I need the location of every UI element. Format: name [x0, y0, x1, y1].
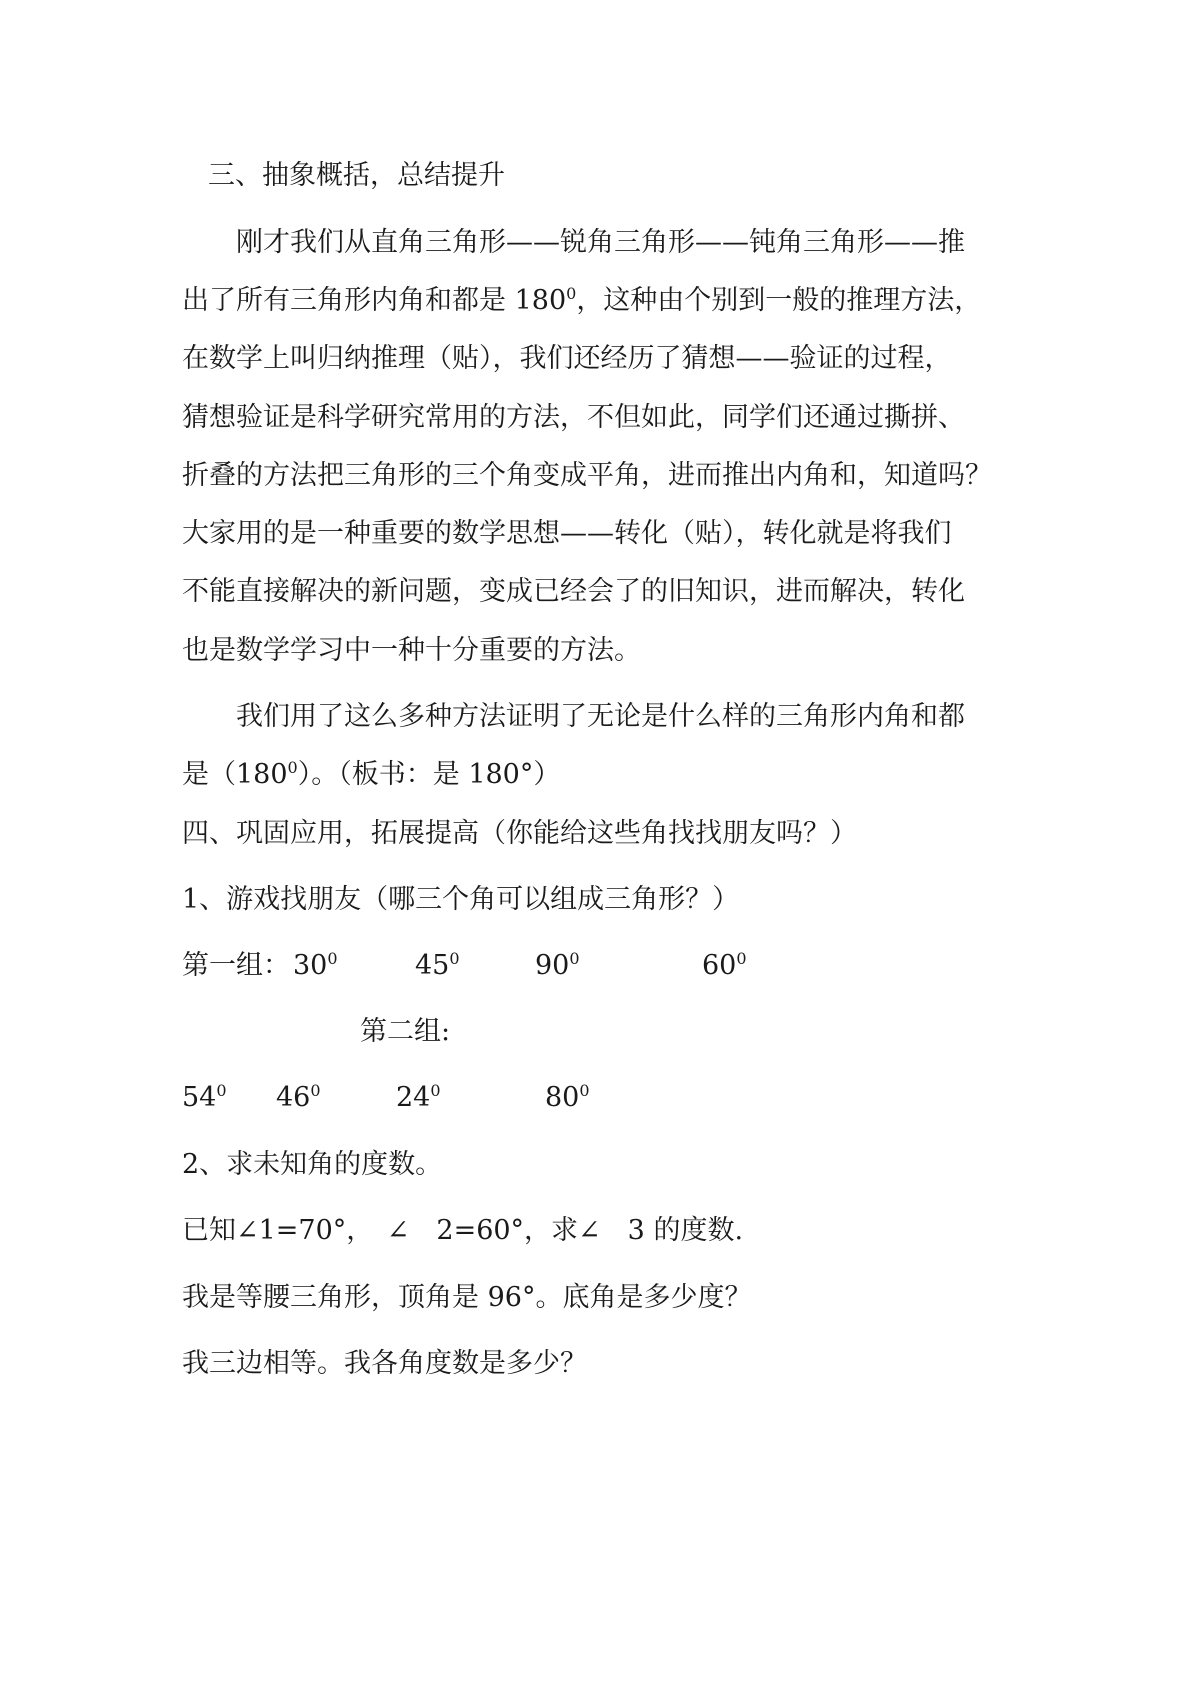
paragraph-line: 刚才我们从直角三角形——锐角三角形——钝角三角形——推: [236, 227, 965, 258]
group-1-label: 第一组：: [182, 950, 290, 981]
paragraph-line: 折叠的方法把三角形的三个角变成平角，进而推出内角和，知道吗？: [182, 460, 992, 491]
section4-heading: 四、巩固应用，拓展提高（你能给这些角找找朋友吗？）: [182, 818, 857, 849]
angle-value: $45^0$: [415, 949, 460, 981]
paragraph-line: 是$(180^0)$。（板书：是 180°）: [182, 758, 561, 790]
paragraph-line: 出了所有三角形内角和都是 $180^0$，这种由个别到一般的推理方法，: [182, 284, 982, 316]
paragraph-line: 我们用了这么多种方法证明了无论是什么样的三角形内角和都: [236, 701, 965, 732]
paragraph-line: 也是数学学习中一种十分重要的方法。: [182, 635, 641, 666]
angle-value: $46^0$: [276, 1081, 321, 1113]
angle-value: $30^0$: [293, 949, 338, 981]
angle-value: $24^0$: [396, 1081, 441, 1113]
angle-value: $90^0$: [535, 949, 580, 981]
section3-heading: 三、抽象概括，总结提升: [208, 160, 505, 191]
paragraph-line: 猜想验证是科学研究常用的方法，不但如此，同学们还通过撕拼、: [182, 402, 965, 433]
paragraph-line: 在数学上叫归纳推理（贴），我们还经历了猜想——验证的过程，: [182, 343, 952, 374]
angle-value: $80^0$: [545, 1081, 590, 1113]
question-2-item: 我三边相等。我各角度数是多少？: [182, 1348, 587, 1379]
group-2-label: 第二组:: [360, 1016, 451, 1047]
paragraph-line: 不能直接解决的新问题，变成已经会了的旧知识，进而解决，转化: [182, 576, 965, 607]
question-1: 1、游戏找朋友（哪三个角可以组成三角形？）: [182, 884, 740, 915]
question-2-item: 我是等腰三角形，顶角是 96°。底角是多少度？: [182, 1282, 752, 1313]
question-2: 2、求未知角的度数。: [182, 1149, 443, 1180]
question-2-item: 已知∠1=70°， ∠ 2=60°，求∠ 3 的度数.: [182, 1215, 744, 1246]
paragraph-line: 大家用的是一种重要的数学思想——转化（贴），转化就是将我们: [182, 518, 952, 549]
angle-value: $60^0$: [702, 949, 747, 981]
angle-value: $54^0$: [182, 1081, 227, 1113]
